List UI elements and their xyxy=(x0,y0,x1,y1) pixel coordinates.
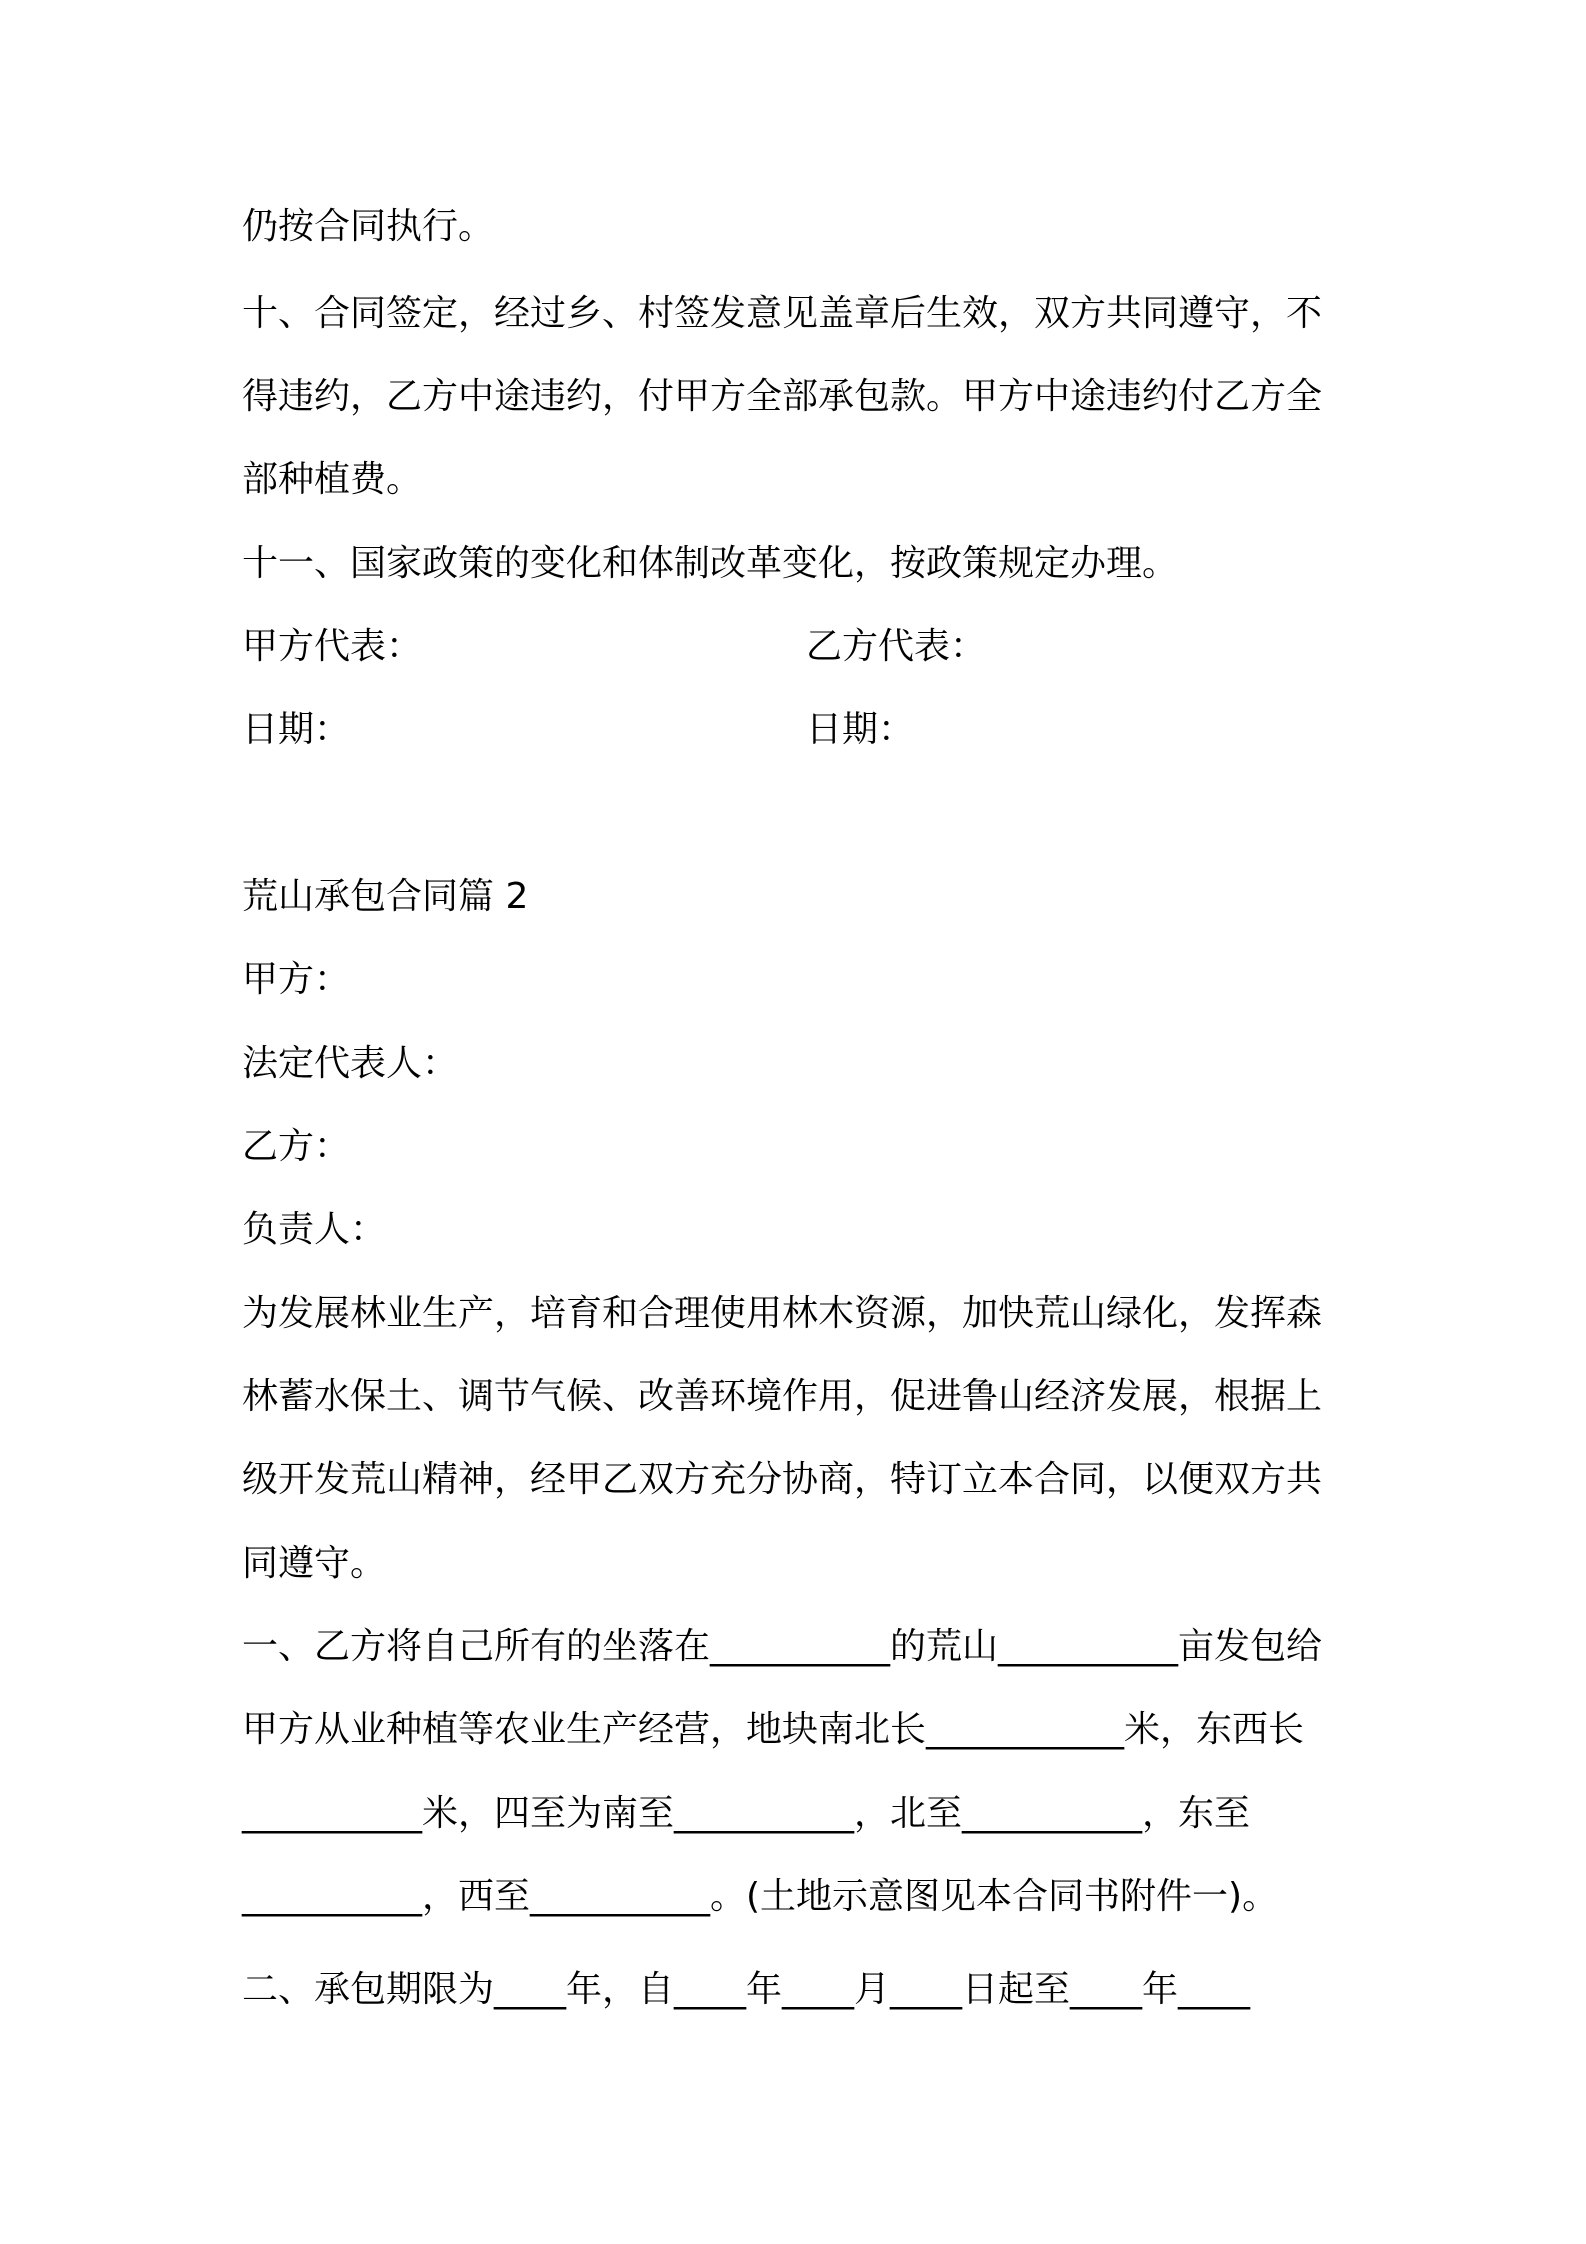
clause-eleven: 十一、国家政策的变化和体制改革变化，按政策规定办理。 xyxy=(242,543,1179,584)
party-b-date-label: 日期： xyxy=(806,709,915,750)
clause-ten-line-2: 得违约，乙方中途违约，付甲方全部承包款。甲方中途违约付乙方全 xyxy=(242,376,1323,417)
clause-ten-line-3: 部种植费。 xyxy=(242,459,423,500)
clause-two-line-1: 二、承包期限为____年，自____年____月____日起至____年____ xyxy=(242,1969,1251,2010)
preamble-line-3: 级开发荒山精神，经甲乙双方充分协商，特订立本合同，以便双方共 xyxy=(242,1459,1323,1500)
clause-one-line-4: __________，西至__________。(土地示意图见本合同书附件一)。 xyxy=(242,1876,1279,1917)
clause-one-line-1: 一、乙方将自己所有的坐落在__________的荒山__________亩发包给 xyxy=(242,1626,1323,1667)
preamble-line-4: 同遵守。 xyxy=(242,1543,387,1584)
preamble-line-1: 为发展林业生产，培育和合理使用林木资源，加快荒山绿化，发挥森 xyxy=(242,1293,1323,1334)
clause-one-line-3: __________米，四至为南至__________，北至__________，东至 xyxy=(242,1793,1251,1834)
party-a-date-label: 日期： xyxy=(242,709,351,750)
preamble-line-2: 林蓄水保土、调节气候、改善环境作用，促进鲁山经济发展，根据上 xyxy=(242,1376,1323,1417)
party-a-label: 甲方： xyxy=(242,959,351,1000)
legal-representative-label: 法定代表人： xyxy=(242,1043,459,1084)
party-b-label: 乙方： xyxy=(242,1126,351,1167)
party-b-representative-label: 乙方代表： xyxy=(806,626,987,667)
section-title: 荒山承包合同篇 2 xyxy=(242,876,529,917)
clause-ten-line-1: 十、合同签定，经过乡、村签发意见盖章后生效，双方共同遵守，不 xyxy=(242,293,1323,334)
responsible-person-label: 负责人： xyxy=(242,1209,387,1250)
party-a-representative-label: 甲方代表： xyxy=(242,626,423,667)
clause-one-line-2: 甲方从业种植等农业生产经营，地块南北长___________米，东西长 xyxy=(242,1709,1305,1750)
paragraph-line: 仍按合同执行。 xyxy=(242,206,495,247)
